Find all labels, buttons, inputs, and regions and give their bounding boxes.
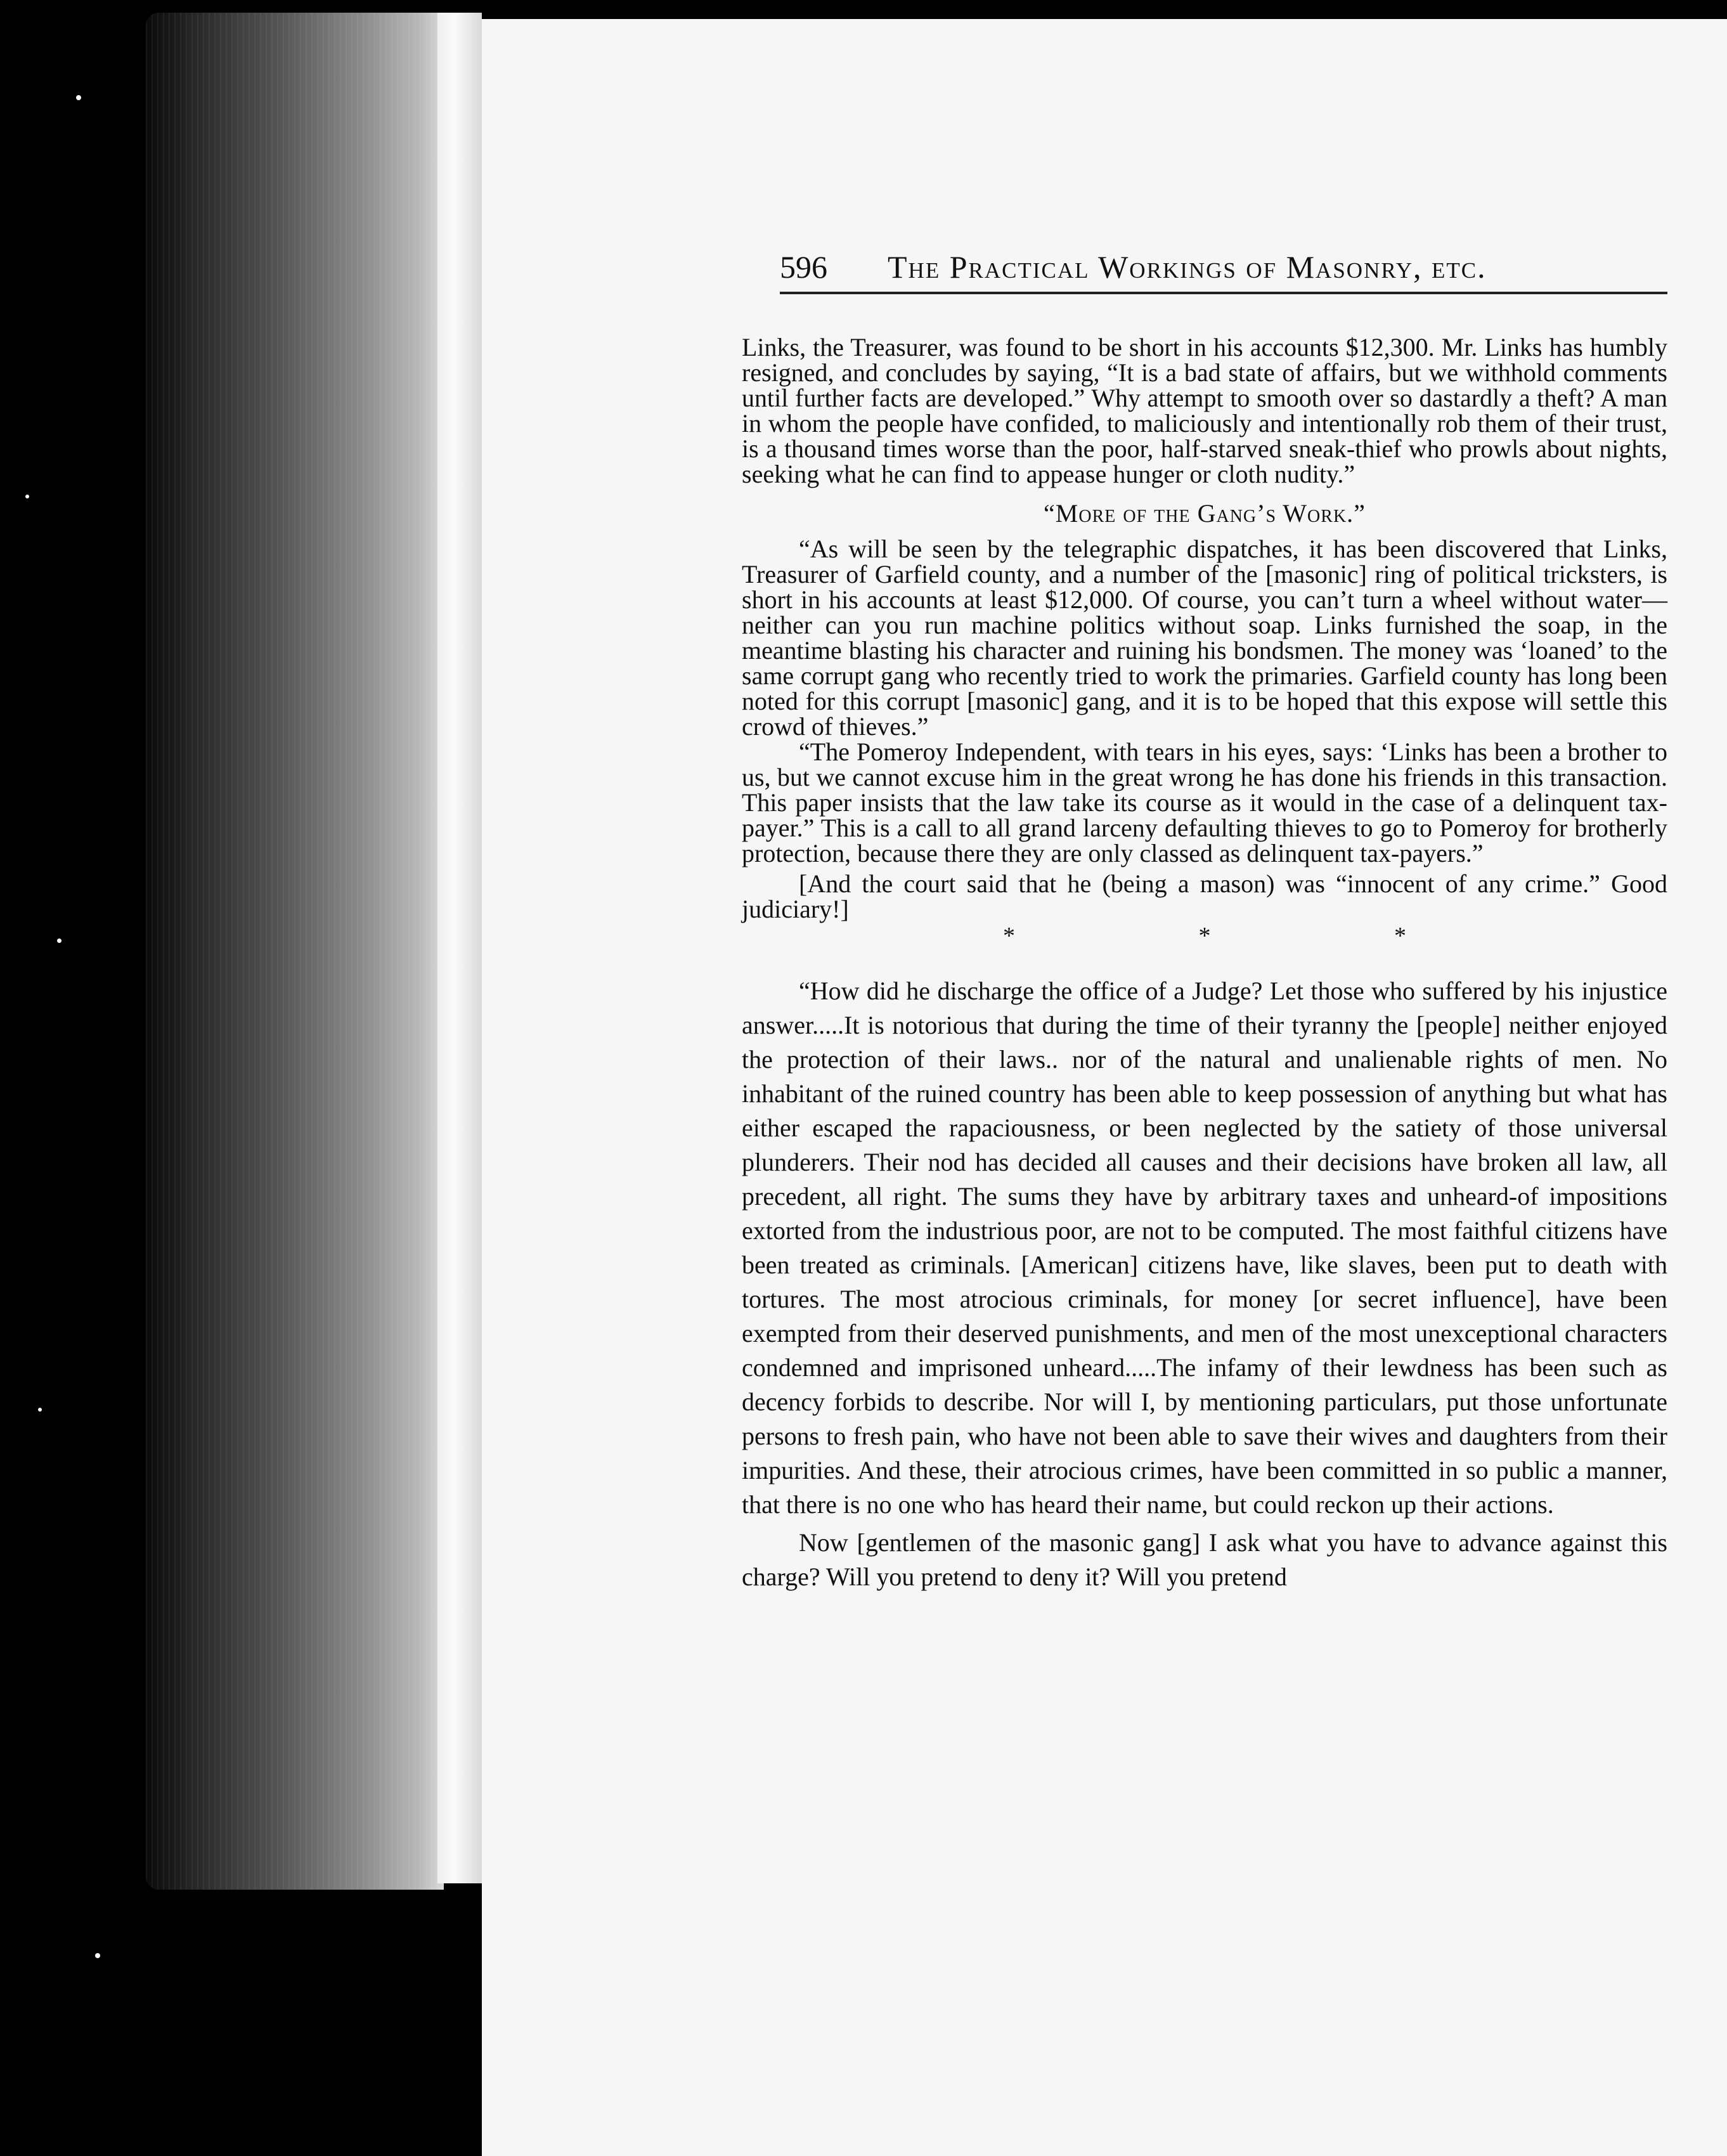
page-header — [780, 235, 1667, 294]
section-heading: “More of the Gang’s Work.” — [1044, 499, 1366, 528]
page — [482, 19, 1727, 2156]
section-separator: * * * — [1003, 923, 1495, 949]
main-text-block — [742, 974, 1667, 1594]
page-body — [742, 298, 1667, 1594]
paragraph: Now [gentlemen of the masonic gang] I ask what you have to advance against this charge? Will you pretend to deny it? Will you pretend — [742, 1528, 1667, 1591]
dust-speck — [38, 1408, 42, 1412]
paragraph: [And the court said that he (being a mason) was “innocent of any crime.” Good judiciary!] — [742, 869, 1667, 923]
paragraph: “The Pomeroy Independent, with tears in his eyes, says: ‘Links has been a brother to us, but we cannot excuse him in the great wrong he has done his friends in this transaction. This paper insists that the law take its course as it would in the case of a delinquent tax-payer.” This is a call to all grand larceny defaulting thieves to go to Pomeroy for brotherly protection, because there they are only classed as delinquent tax-payers.” — [742, 737, 1667, 867]
book-spine — [146, 13, 444, 1890]
dust-speck — [95, 1953, 100, 1958]
dust-speck — [25, 495, 29, 498]
paragraph: Links, the Treasurer, was found to be short in his accounts $12,300. Mr. Links has humbly resigned, and concludes by saying, “It is a bad state of affairs, but we withhold comments until further facts are developed.” Why attempt to smooth over so dastardly a theft? A man in whom the people have confided, to maliciously and intentionally rob them of their trust, is a thousand times worse than the poor, half-starved sneak-thief who prowls about nights, seeking what he can find to appease hunger or cloth nudity.” — [742, 333, 1667, 488]
page-edge — [437, 13, 482, 1883]
paragraph: “How did he discharge the office of a Judge? Let those who suffered by his injustice answer.....It is notorious that during the time of their tyranny the [people] neither enjoyed the protection of their laws.. nor of the natural and unalienable rights of men. No inhabitant of the ruined country has been able to keep possession of anything but what has either escaped the rapaciousness, or been neglected by the satiety of those universal plunderers. Their nod has decided all causes and their decisions have broken all law, all precedent, all right. The sums they have by arbitrary taxes and unheard-of impositions extorted from the industrious poor, are not to be computed. The most faithful citizens have been treated as criminals. [American] citizens have, like slaves, been put to death with tortures. The most atrocious criminals, for money [or secret influence], have been exempted from their deserved punishments, and men of the most unexceptional characters condemned and imprisoned unheard.....The infamy of their lewdness has been such as decency forbids to describe. Nor will I, by mentioning particulars, put those unfortunate persons to fresh pain, who have not been able to save their wives and daughters from their impurities. And these, their atrocious crimes, have been committed in so public a manner, that there is no one who has heard their name, but could reckon up their actions. — [742, 977, 1667, 1519]
paragraph: “As will be seen by the telegraphic dispatches, it has been discovered that Links, Treasurer of Garfield county, and a number of the [masonic] ring of political tricksters, is short in his accounts at least $12,000. Of course, you can’t turn a wheel without water—neither can you run machine politics without soap. Links furnished the soap, in the meantime blasting his character and ruining his bondsmen. The money was ‘loaned’ to the same corrupt gang who recently tried to work the primaries. Garfield county has long been noted for this corrupt [masonic] gang, and it is to be hoped that this expose will settle this crowd of thieves.” — [742, 535, 1667, 741]
quoted-article-block — [742, 335, 1667, 487]
dust-speck — [57, 938, 61, 943]
running-title: The Practical Workings of Masonry, etc. — [888, 249, 1487, 285]
dust-speck — [76, 95, 81, 100]
page-number: 596 — [780, 249, 827, 285]
quoted-article-block-2 — [742, 536, 1667, 922]
